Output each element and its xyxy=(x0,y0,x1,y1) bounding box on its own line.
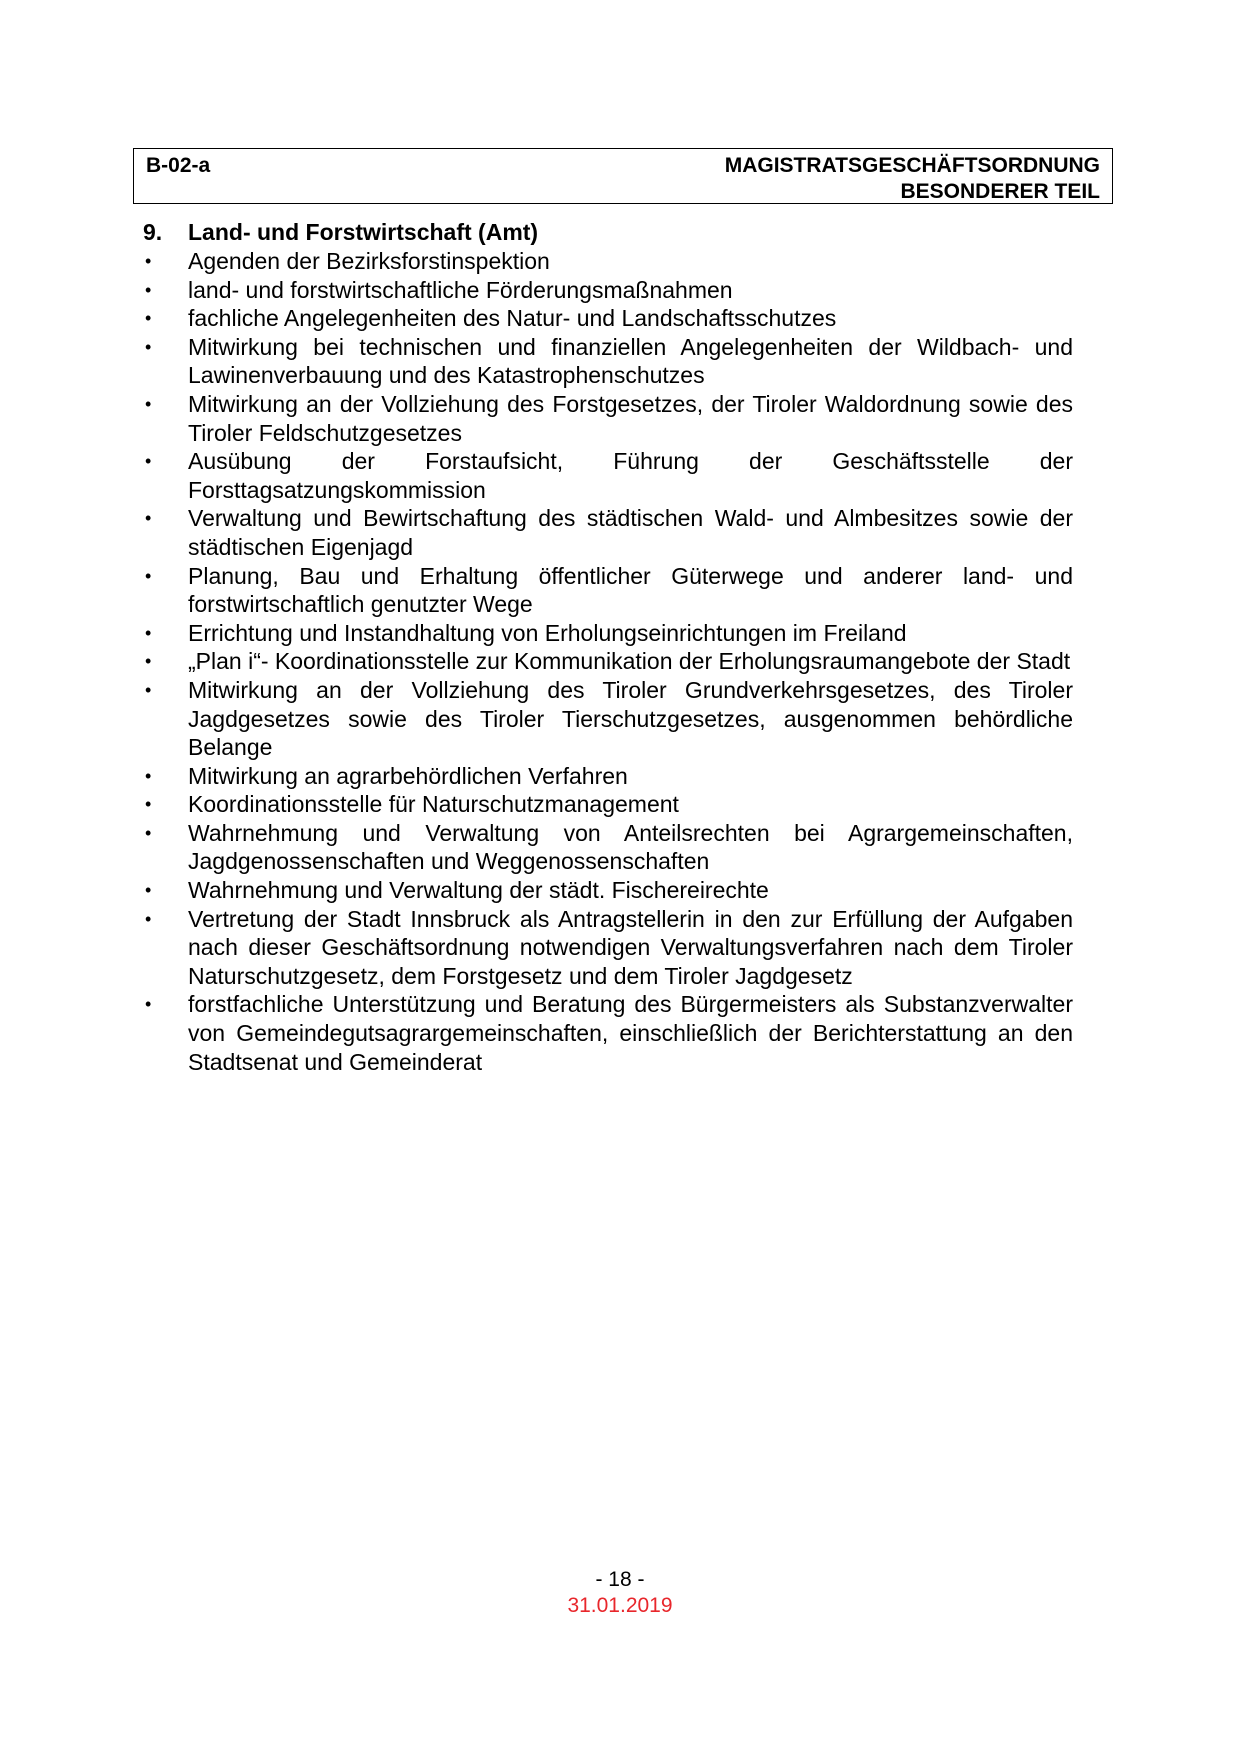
list-item xyxy=(143,990,1073,1076)
document-header xyxy=(133,148,1113,204)
list-item xyxy=(143,390,1073,447)
list-item xyxy=(143,504,1073,561)
document-title-block xyxy=(725,153,1100,205)
bullet-icon: • xyxy=(145,565,152,586)
bullet-icon: • xyxy=(145,765,152,786)
list-item xyxy=(143,905,1073,991)
list-item-text: Vertretung der Stadt Innsbruck als Antragstellerin in den zur Erfüllung der Aufgaben nach dieser Geschäftsordnung notwendigen Verwaltungsverfahren nach dem Tiroler Naturschutzgesetz, dem Forstgesetz und dem Tiroler Jagdgesetz xyxy=(188,905,1073,989)
bullet-icon: • xyxy=(145,336,152,357)
list-item xyxy=(143,247,1073,276)
page-footer xyxy=(0,1567,1240,1619)
bullet-icon: • xyxy=(145,393,152,414)
list-item xyxy=(143,276,1073,305)
list-item-text: Mitwirkung an agrarbehördlichen Verfahren xyxy=(188,762,628,789)
bullet-icon: • xyxy=(145,451,152,472)
bullet-icon: • xyxy=(145,994,152,1015)
footer-date: 31.01.2019 xyxy=(567,1594,673,1617)
list-item-text: Agenden der Bezirksforstinspektion xyxy=(188,248,550,274)
list-item xyxy=(143,333,1073,390)
list-item xyxy=(143,876,1073,905)
page-number: - 18 - xyxy=(595,1568,645,1591)
list-item-text: Mitwirkung an der Vollziehung des Tiroler Grundverkehrsgesetzes, des Tiroler Jagdgesetzes sowie des Tiroler Tierschutzgesetzes, ausgenommen behördliche Belange xyxy=(188,676,1073,761)
responsibility-list xyxy=(143,247,1073,1076)
list-item-text: Mitwirkung bei technischen und finanziellen Angelegenheiten der Wildbach- und Lawinenverbauung und des Katastrophenschutzes xyxy=(188,333,1073,389)
section-title: Land- und Forstwirtschaft (Amt) xyxy=(188,219,539,245)
list-item-text: forstfachliche Unterstützung und Beratung des Bürgermeisters als Substanzverwalter von Gemeindegutsagrargemeinschaften, einschließlich der Berichterstattung an den Stadtsenat und Gemeinderat xyxy=(188,991,1073,1075)
list-item xyxy=(143,762,1073,791)
list-item-text: Planung, Bau und Erhaltung öffentlicher Güterwege und anderer land- und forstwirtschaftlich genutzter Wege xyxy=(188,562,1073,618)
list-item xyxy=(143,790,1073,819)
list-item-text: Verwaltung und Bewirtschaftung des städtischen Wald- und Almbesitzes sowie der städtischen Eigenjagd xyxy=(188,505,1073,560)
bullet-icon: • xyxy=(145,279,152,300)
list-item xyxy=(143,304,1073,333)
bullet-icon: • xyxy=(145,908,152,929)
list-item xyxy=(143,647,1073,676)
bullet-icon: • xyxy=(145,651,152,672)
bullet-icon: • xyxy=(145,822,152,843)
list-item xyxy=(143,819,1073,876)
list-item-text: Ausübung der Forstaufsicht, Führung der Geschäftsstelle der Forsttagsatzungskommission xyxy=(188,448,1073,503)
list-item-text: land- und forstwirtschaftliche Förderungsmaßnahmen xyxy=(188,276,733,303)
bullet-icon: • xyxy=(145,622,152,643)
bullet-icon: • xyxy=(145,308,152,329)
list-item-text: Koordinationsstelle für Naturschutzmanagement xyxy=(188,791,679,818)
list-item xyxy=(143,447,1073,504)
list-item xyxy=(143,619,1073,648)
list-item-text: Wahrnehmung und Verwaltung von Anteilsrechten bei Agrargemeinschaften, Jagdgenossenschaften und Weggenossenschaften xyxy=(188,819,1073,875)
bullet-icon: • xyxy=(145,679,152,700)
bullet-icon: • xyxy=(145,794,152,815)
list-item-text: Errichtung und Instandhaltung von Erholungseinrichtungen im Freiland xyxy=(188,619,907,646)
document-subtitle: BESONDERER TEIL xyxy=(900,180,1100,203)
section-heading xyxy=(143,218,1073,247)
bullet-icon: • xyxy=(145,251,152,271)
list-item-text: Wahrnehmung und Verwaltung der städt. Fischereirechte xyxy=(188,877,769,904)
document-code: B-02-a xyxy=(146,154,211,177)
list-item-text: fachliche Angelegenheiten des Natur- und Landschaftsschutzes xyxy=(188,305,837,332)
bullet-icon: • xyxy=(145,508,152,529)
list-item-text: „Plan i“- Koordinationsstelle zur Kommunikation der Erholungsraumangebote der Stadt xyxy=(188,648,1071,675)
list-item xyxy=(143,562,1073,619)
section-number: 9. xyxy=(143,219,163,245)
list-item-text: Mitwirkung an der Vollziehung des Forstgesetzes, der Tiroler Waldordnung sowie des Tiroler Feldschutzgesetzes xyxy=(188,390,1073,446)
list-item xyxy=(143,676,1073,762)
section-content xyxy=(143,218,1073,1076)
document-title: MAGISTRATSGESCHÄFTSORDNUNG xyxy=(724,154,1100,177)
bullet-icon: • xyxy=(145,880,152,901)
